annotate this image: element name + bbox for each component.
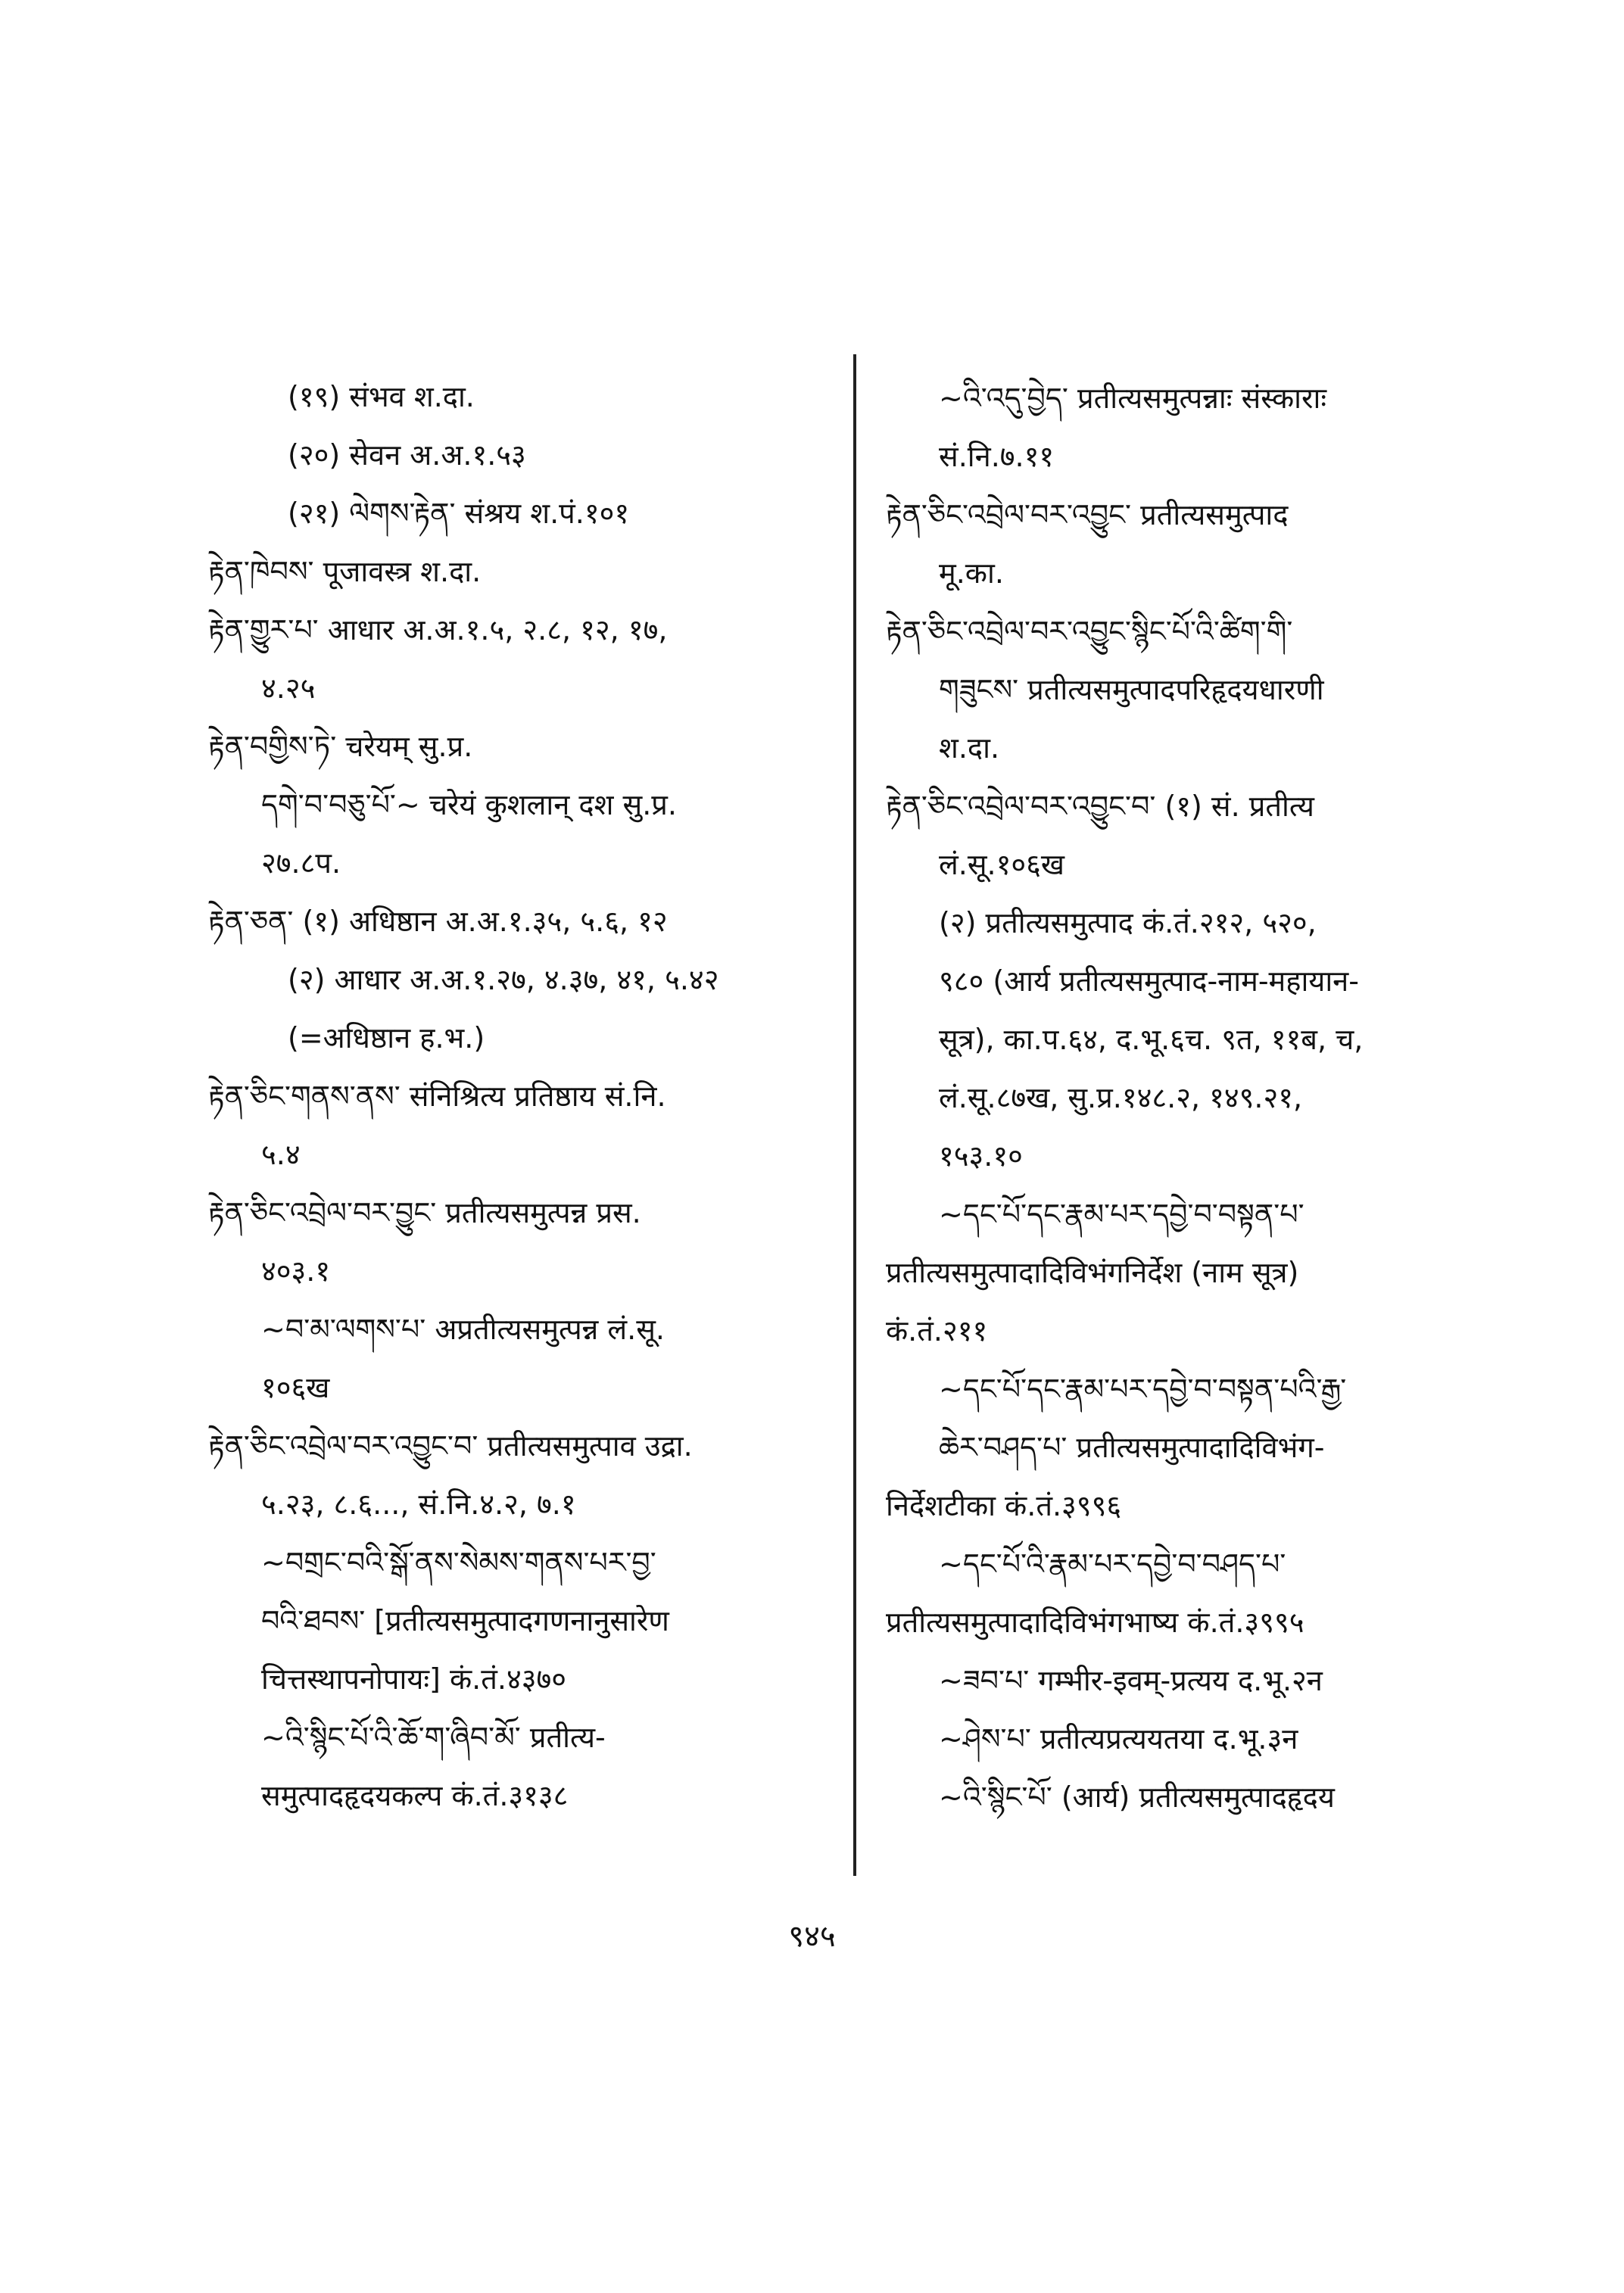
entry-line: ५.४ [261, 1138, 301, 1171]
entry-headword-line: प्रतीत्यसमुत्पादादिविभंगभाष्य कं.तं.३९९५ [886, 1606, 1304, 1639]
entry-headword-line: कं.तं.२११ [886, 1314, 988, 1347]
entry-headword-line: རྟེན་ཅིང་འབྲེལ་བར་འབྱུང་བ་ प्रतीत्यसमुत्पाव उद्रा. [208, 1429, 693, 1463]
entry-line: सं.नि.७.११ [939, 440, 1055, 473]
right-column [886, 369, 1469, 1827]
entry-headword-line: རྟེན་ཅིང་འབྲེལ་བར་འབྱུང་སྙིང་པོ་འི་ཚིག་གི་ [886, 615, 1293, 648]
entry-line: चित्तस्थापनोपायः] कं.तं.४३७० [261, 1662, 566, 1696]
entry-line: ५.२३, ८.६..., सं.नि.४.२, ७.१ [261, 1488, 576, 1521]
entry-headword-line: निर्देशटीका कं.तं.३९९६ [886, 1489, 1122, 1522]
entry-headword-line: རྟེན་ཅིང་འབྲེལ་བར་བྱུང་ प्रतीत्यसमुत्पन्न प्रस. [208, 1196, 641, 1229]
entry-line: (२) प्रतीत्यसमुत्पाद कं.तं.२१२, ५२०, [939, 906, 1317, 939]
entry-line: समुत्पादहृदयकल्प कं.तं.३१३८ [261, 1779, 569, 1812]
entry-line: ~ཤེས་པ་ प्रतीत्यप्रत्ययतया द.भू.३न [939, 1722, 1298, 1756]
entry-line: लं.सू.१०६ख [939, 848, 1064, 881]
page-number: ९४५ [788, 1919, 836, 1954]
entry-line: (२०) सेवन अ.अ.१.५३ [288, 438, 526, 472]
entry-line: དགེ་བ་བཅུ་པོ་~ चरेयं कुशलान् दश सु.प्र. [261, 788, 677, 821]
entry-headword-line: རྟེན་ཅིང་གནས་ནས་ संनिश्रित्य प्रतिष्ठाय सं.नि. [208, 1080, 666, 1113]
entry-headword-line: རྟེན་གྱུར་པ་ आधार अ.अ.१.५, २.८, १२, १७, [208, 613, 668, 646]
entry-line: (२१) ལེགས་རྟེན་ संश्रय श.पं.१०१ [288, 497, 630, 530]
entry-line: १०६ख [261, 1371, 330, 1404]
entry-headword-line: རྟེན་ཅིང་འབྲེལ་བར་འབྱུང་བ་ (१) सं. प्रतीत्य [886, 790, 1314, 823]
entry-line: བའི་ཐབས་ [प्रतीत्यसमुत्पादगणनानुसारेण [261, 1604, 669, 1637]
left-column [208, 368, 837, 1825]
entry-headword-line: རྟེན་ཅིང་འབྲེལ་བར་འབྱུང་ प्रतीत्यसमुत्पाद [886, 498, 1289, 531]
entry-line: ~དང་པོ་འི་རྣམ་པར་དབྱེ་བ་བཤད་པ་ [939, 1547, 1286, 1581]
entry-line: ~དང་པོ་དང་རྣམ་པར་དབྱེ་བ་བསྟན་པ་ [939, 1198, 1304, 1231]
entry-line: ~བགྲང་བའི་སྒོ་ནས་སེམས་གནས་པར་བྱ་ [261, 1546, 656, 1579]
entry-headword-line: རྟེན་ཅན་ (१) अधिष्ठान अ.अ.१.३५, ५.६, १२ [208, 905, 668, 938]
entry-line: श.दा. [939, 731, 1000, 765]
entry-line: सूत्र), का.प.६४, द.भू.६च. ९त, ११ब, च, [939, 1023, 1364, 1056]
entry-line: मू.का. [939, 556, 1004, 590]
entry-line: ~འི་སྙིང་པོ་འི་ཆོ་ག་ཞིབ་མོ་ प्रतीत्य- [261, 1721, 606, 1754]
entry-line: ९८० (आर्य प्रतीत्यसमुत्पाद-नाम-महायान- [939, 964, 1359, 998]
entry-headword-line: རྟེན་ཁེབས་ पूजावस्त्र श.दा. [208, 555, 482, 588]
entry-headword-line: प्रतीत्यसमुत्पादादिविभंगनिर्देश (नाम सूत्र) [886, 1256, 1299, 1289]
entry-line: ~དང་པོ་དང་རྣམ་པར་དབྱེ་བ་བསྟན་པའི་རྒྱ་ [939, 1372, 1347, 1406]
entry-line: ४.२५ [261, 671, 316, 705]
entry-line: ~བ་མ་ལགས་པ་ अप्रतीत्यसमुत्पन्न लं.सू. [261, 1313, 665, 1346]
entry-line: ~ཟབ་པ་ गम्भीर-इवम्-प्रत्यय द.भू.२न [939, 1664, 1323, 1697]
entry-line: (२) आधार अ.अ.१.२७, ४.३७, ४१, ५.४२ [288, 963, 719, 996]
entry-line: (=अधिष्ठान ह.भ.) [288, 1021, 485, 1055]
column-divider [853, 354, 856, 1876]
entry-line: २७.८प. [261, 846, 341, 880]
entry-headword-line: རྟེན་བགྱིས་ཏེ་ चरेयम् सु.प्र. [208, 730, 473, 763]
entry-line: ४०३.१ [261, 1254, 331, 1288]
entry-line: लं.सू.८७ख, सु.प्र.१४८.२, १४९.२१, [939, 1081, 1303, 1114]
entry-line: གཟུངས་ प्रतीत्यसमुत्पादपरिहृदयधारणी [939, 673, 1324, 706]
entry-line: १५३.१० [939, 1139, 1023, 1173]
entry-line: (१९) संभव श.दा. [288, 380, 475, 413]
entry-line: ~འི་སྙིང་པོ་ (आर्य) प्रतीत्यसमुत्पादहृदय [939, 1781, 1335, 1814]
entry-line: ~འི་འདུ་བྱེད་ प्रतीत्यसमुत्पन्नाः संस्काराः [939, 382, 1327, 415]
entry-line: ཆེར་བཤད་པ་ प्रतीत्यसमुत्पादादिविभंग- [939, 1431, 1325, 1464]
